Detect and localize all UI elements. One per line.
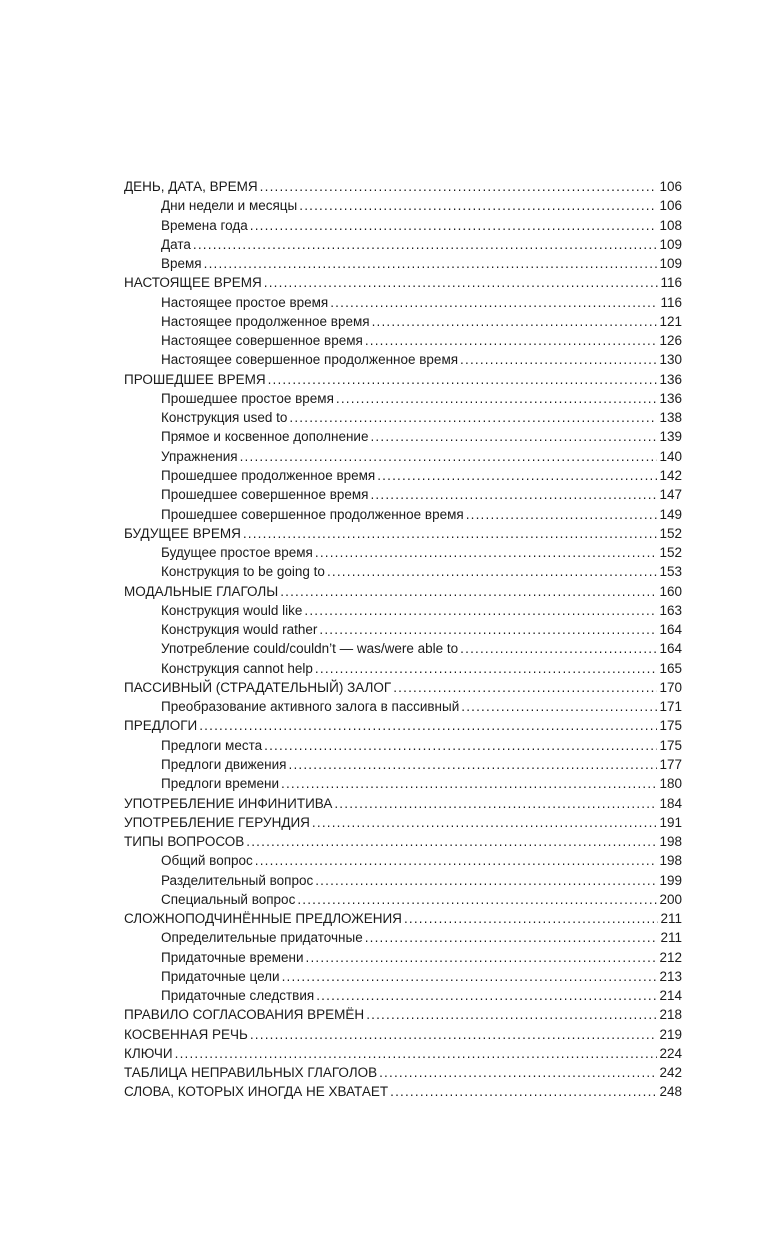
toc-subsection-entry bbox=[124, 659, 682, 678]
toc-entry-title: Настоящее совершенное продолженное время bbox=[161, 352, 459, 368]
toc-page-number: 136 bbox=[659, 371, 682, 387]
toc-entry-title: Определительные придаточные bbox=[161, 930, 363, 946]
toc-page-number: 108 bbox=[659, 217, 682, 233]
toc-entry-title: Придаточные времени bbox=[161, 949, 304, 965]
toc-entry-title: Настоящее простое время bbox=[161, 294, 329, 310]
dot-leader bbox=[377, 466, 657, 485]
toc-entry-title: Прошедшее продолженное время bbox=[161, 467, 376, 483]
toc-page-number: 214 bbox=[659, 988, 682, 1004]
toc-entry-title: Время bbox=[161, 256, 202, 272]
toc-entry-title: Конструкция to be going to bbox=[161, 564, 325, 580]
toc-subsection-entry bbox=[124, 601, 682, 620]
dot-leader bbox=[250, 216, 658, 235]
dot-leader bbox=[372, 312, 658, 331]
dot-leader bbox=[243, 524, 658, 543]
toc-entry-title: Будущее простое время bbox=[161, 545, 313, 561]
toc-subsection-entry bbox=[124, 890, 682, 909]
dot-leader bbox=[390, 1082, 657, 1101]
toc-subsection-entry bbox=[124, 620, 682, 639]
toc-entry-title: ПРАВИЛО СОГЛАСОВАНИЯ ВРЕМЁН bbox=[124, 1007, 365, 1023]
toc-subsection-entry bbox=[124, 485, 682, 504]
toc-entry-title: Времена года bbox=[161, 217, 248, 233]
dot-leader bbox=[460, 639, 657, 658]
dot-leader bbox=[330, 293, 658, 312]
dot-leader bbox=[316, 986, 657, 1005]
toc-subsection-entry bbox=[124, 562, 682, 581]
dot-leader bbox=[461, 697, 657, 716]
toc-entry-title: Дни недели и месяцы bbox=[161, 198, 298, 214]
toc-section-entry bbox=[124, 1044, 682, 1063]
toc-section-entry bbox=[124, 832, 682, 851]
toc-section-entry bbox=[124, 1025, 682, 1044]
table-of-contents bbox=[124, 177, 682, 1102]
toc-page-number: 116 bbox=[660, 275, 682, 291]
toc-page-number: 160 bbox=[659, 583, 682, 599]
dot-leader bbox=[304, 601, 657, 620]
dot-leader bbox=[240, 447, 658, 466]
toc-page-number: 198 bbox=[659, 853, 682, 869]
toc-subsection-entry bbox=[124, 216, 682, 235]
toc-entry-title: ТИПЫ ВОПРОСОВ bbox=[124, 834, 245, 850]
toc-entry-title: ПРОШЕДШЕЕ ВРЕМЯ bbox=[124, 371, 266, 387]
dot-leader bbox=[404, 909, 659, 928]
toc-page-number: 175 bbox=[659, 718, 682, 734]
dot-leader bbox=[268, 370, 658, 389]
dot-leader bbox=[379, 1063, 657, 1082]
toc-entry-title: Придаточные следствия bbox=[161, 988, 315, 1004]
toc-subsection-entry bbox=[124, 639, 682, 658]
toc-page-number: 199 bbox=[659, 872, 682, 888]
dot-leader bbox=[370, 427, 657, 446]
toc-entry-title: Употребление could/couldn’t — was/were able to bbox=[161, 641, 459, 657]
toc-subsection-entry bbox=[124, 389, 682, 408]
toc-subsection-entry bbox=[124, 851, 682, 870]
toc-page-number: 198 bbox=[659, 834, 682, 850]
dot-leader bbox=[393, 678, 657, 697]
toc-subsection-entry bbox=[124, 235, 682, 254]
toc-entry-title: Конструкция would rather bbox=[161, 622, 318, 638]
dot-leader bbox=[460, 350, 657, 369]
toc-subsection-entry bbox=[124, 871, 682, 890]
dot-leader bbox=[250, 1025, 658, 1044]
dot-leader bbox=[204, 254, 658, 273]
toc-entry-title: Прошедшее совершенное время bbox=[161, 487, 369, 503]
toc-page-number: 106 bbox=[659, 198, 682, 214]
toc-subsection-entry bbox=[124, 254, 682, 273]
toc-subsection-entry bbox=[124, 293, 682, 312]
toc-page-number: 242 bbox=[659, 1065, 682, 1081]
toc-page-number: 175 bbox=[659, 737, 682, 753]
toc-page-number: 165 bbox=[659, 660, 682, 676]
toc-section-entry bbox=[124, 273, 682, 292]
toc-entry-title: Предлоги движения bbox=[161, 756, 287, 772]
toc-page-number: 126 bbox=[659, 333, 682, 349]
toc-page-number: 109 bbox=[659, 256, 682, 272]
toc-subsection-entry bbox=[124, 967, 682, 986]
toc-entry-title: Предлоги места bbox=[161, 737, 263, 753]
dot-leader bbox=[315, 543, 658, 562]
toc-entry-title: БУДУЩЕЕ ВРЕМЯ bbox=[124, 525, 241, 541]
toc-subsection-entry bbox=[124, 948, 682, 967]
toc-page-number: 224 bbox=[659, 1045, 682, 1061]
toc-entry-title: Разделительный вопрос bbox=[161, 872, 314, 888]
toc-page-number: 139 bbox=[659, 429, 682, 445]
dot-leader bbox=[264, 273, 659, 292]
toc-subsection-entry bbox=[124, 427, 682, 446]
dot-leader bbox=[319, 620, 657, 639]
dot-leader bbox=[370, 485, 657, 504]
dot-leader bbox=[306, 948, 658, 967]
dot-leader bbox=[466, 505, 658, 524]
toc-section-entry bbox=[124, 177, 682, 196]
toc-subsection-entry bbox=[124, 543, 682, 562]
toc-entry-title: Специальный вопрос bbox=[161, 891, 296, 907]
dot-leader bbox=[264, 736, 657, 755]
toc-page-number: 164 bbox=[659, 641, 682, 657]
toc-subsection-entry bbox=[124, 697, 682, 716]
toc-section-entry bbox=[124, 1005, 682, 1024]
toc-entry-title: Придаточные цели bbox=[161, 968, 280, 984]
toc-page-number: 180 bbox=[659, 776, 682, 792]
toc-page-number: 212 bbox=[659, 949, 682, 965]
dot-leader bbox=[315, 659, 658, 678]
toc-entry-title: Конструкция cannot help bbox=[161, 660, 313, 676]
dot-leader bbox=[312, 813, 658, 832]
toc-page-number: 218 bbox=[659, 1007, 682, 1023]
toc-page-number: 153 bbox=[659, 564, 682, 580]
toc-entry-title: ДЕНЬ, ДАТА, ВРЕМЯ bbox=[124, 179, 258, 194]
toc-entry-title: ПАССИВНЫЙ (СТРАДАТЕЛЬНЫЙ) ЗАЛОГ bbox=[124, 679, 392, 695]
toc-entry-title: Общий вопрос bbox=[161, 853, 253, 869]
toc-entry-title: Настоящее совершенное время bbox=[161, 333, 363, 349]
toc-section-entry bbox=[124, 909, 682, 928]
toc-page-number: 140 bbox=[659, 448, 682, 464]
dot-leader bbox=[260, 177, 658, 196]
dot-leader bbox=[315, 871, 657, 890]
toc-entry-title: Прошедшее совершенное продолженное время bbox=[161, 506, 464, 522]
toc-subsection-entry bbox=[124, 331, 682, 350]
dot-leader bbox=[334, 794, 657, 813]
toc-entry-title: НАСТОЯЩЕЕ ВРЕМЯ bbox=[124, 275, 262, 291]
toc-subsection-entry bbox=[124, 928, 682, 947]
toc-entry-title: Упражнения bbox=[161, 448, 238, 464]
toc-page-number: 142 bbox=[659, 467, 682, 483]
toc-subsection-entry bbox=[124, 466, 682, 485]
toc-page-number: 121 bbox=[659, 313, 682, 329]
toc-entry-title: Прошедшее простое время bbox=[161, 390, 334, 406]
toc-page-number: 109 bbox=[659, 236, 682, 252]
toc-entry-title: Дата bbox=[161, 236, 191, 252]
toc-page-number: 171 bbox=[659, 699, 682, 715]
toc-entry-title: ТАБЛИЦА НЕПРАВИЛЬНЫХ ГЛАГОЛОВ bbox=[124, 1065, 378, 1081]
toc-entry-title: КОСВЕННАЯ РЕЧЬ bbox=[124, 1026, 248, 1042]
toc-entry-title: ПРЕДЛОГИ bbox=[124, 718, 198, 734]
toc-entry-title: УПОТРЕБЛЕНИЕ ИНФИНИТИВА bbox=[124, 795, 333, 811]
dot-leader bbox=[365, 331, 658, 350]
dot-leader bbox=[289, 408, 657, 427]
dot-leader bbox=[281, 774, 657, 793]
toc-page-number: 211 bbox=[660, 930, 682, 946]
toc-section-entry bbox=[124, 716, 682, 735]
toc-section-entry bbox=[124, 813, 682, 832]
toc-section-entry bbox=[124, 582, 682, 601]
dot-leader bbox=[175, 1044, 658, 1063]
toc-section-entry bbox=[124, 1063, 682, 1082]
toc-entry-title: КЛЮЧИ bbox=[124, 1045, 173, 1061]
toc-entry-title: МОДАЛЬНЫЕ ГЛАГОЛЫ bbox=[124, 583, 279, 599]
toc-subsection-entry bbox=[124, 312, 682, 331]
toc-page-number: 211 bbox=[660, 911, 682, 927]
dot-leader bbox=[246, 832, 657, 851]
toc-page-number: 191 bbox=[659, 814, 682, 830]
toc-subsection-entry bbox=[124, 774, 682, 793]
toc-page-number: 130 bbox=[659, 352, 682, 368]
toc-page-number: 147 bbox=[659, 487, 682, 503]
toc-page-number: 149 bbox=[659, 506, 682, 522]
toc-page-number: 116 bbox=[660, 294, 682, 310]
dot-leader bbox=[366, 1005, 657, 1024]
toc-page-number: 152 bbox=[659, 525, 682, 541]
toc-subsection-entry bbox=[124, 196, 682, 215]
toc-page-number: 184 bbox=[659, 795, 682, 811]
toc-subsection-entry bbox=[124, 408, 682, 427]
toc-page-number: 200 bbox=[659, 891, 682, 907]
toc-entry-title: СЛОЖНОПОДЧИНЁННЫЕ ПРЕДЛОЖЕНИЯ bbox=[124, 911, 402, 927]
toc-page-number: 138 bbox=[659, 410, 682, 426]
toc-subsection-entry bbox=[124, 447, 682, 466]
dot-leader bbox=[336, 389, 658, 408]
toc-section-entry bbox=[124, 678, 682, 697]
dot-leader bbox=[327, 562, 658, 581]
toc-page-number: 106 bbox=[659, 179, 682, 194]
toc-subsection-entry bbox=[124, 736, 682, 755]
toc-section-entry bbox=[124, 794, 682, 813]
toc-subsection-entry bbox=[124, 986, 682, 1005]
toc-page-number: 248 bbox=[659, 1084, 682, 1100]
dot-leader bbox=[280, 582, 657, 601]
dot-leader bbox=[193, 235, 658, 254]
toc-entry-title: Конструкция would like bbox=[161, 602, 303, 618]
dot-leader bbox=[255, 851, 658, 870]
toc-entry-title: Прямое и косвенное дополнение bbox=[161, 429, 369, 445]
dot-leader bbox=[289, 755, 658, 774]
toc-page-number: 164 bbox=[659, 622, 682, 638]
toc-entry-title: Настоящее продолженное время bbox=[161, 313, 370, 329]
toc-subsection-entry bbox=[124, 350, 682, 369]
toc-entry-title: Предлоги времени bbox=[161, 776, 280, 792]
toc-page-number: 177 bbox=[659, 756, 682, 772]
toc-entry-title: СЛОВА, КОТОРЫХ ИНОГДА НЕ ХВАТАЕТ bbox=[124, 1084, 389, 1100]
toc-page-number: 219 bbox=[659, 1026, 682, 1042]
dot-leader bbox=[282, 967, 658, 986]
toc-section-entry bbox=[124, 370, 682, 389]
toc-subsection-entry bbox=[124, 755, 682, 774]
dot-leader bbox=[365, 928, 659, 947]
dot-leader bbox=[299, 196, 657, 215]
dot-leader bbox=[199, 716, 657, 735]
toc-section-entry bbox=[124, 524, 682, 543]
toc-entry-title: Конструкция used to bbox=[161, 410, 288, 426]
toc-page-number: 136 bbox=[659, 390, 682, 406]
toc-page-number: 213 bbox=[659, 968, 682, 984]
toc-entry-title: Преобразование активного залога в пассивный bbox=[161, 699, 460, 715]
toc-section-entry bbox=[124, 1082, 682, 1101]
dot-leader bbox=[297, 890, 657, 909]
toc-page-number: 163 bbox=[659, 602, 682, 618]
toc-entry-title: УПОТРЕБЛЕНИЕ ГЕРУНДИЯ bbox=[124, 814, 310, 830]
toc-subsection-entry bbox=[124, 505, 682, 524]
toc-page-number: 170 bbox=[659, 679, 682, 695]
toc-page-number: 152 bbox=[659, 545, 682, 561]
